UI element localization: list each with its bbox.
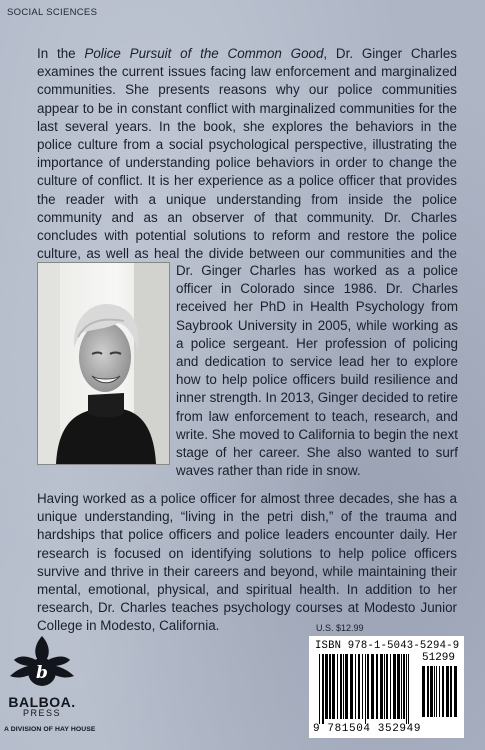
category-label: SOCIAL SCIENCES <box>7 7 98 18</box>
publisher-name: BALBOA. <box>8 694 76 710</box>
barcode-bar <box>406 654 407 724</box>
barcode-bar <box>390 654 391 719</box>
main-barcode <box>319 654 414 724</box>
barcode-bar <box>343 654 344 719</box>
barcode-bar <box>365 654 366 724</box>
author-closing: Having worked as a police officer for almost three decades, she has a unique understanding, “living in the petri dish,” of the trauma and hardships that police officers and police leaders encounter daily. Her research is focused on identifying solutions to help police officers survive and thrive in their careers and beyond, while maintaining their mental, emotional, physical, and spiritual health. In addition to her research, Dr. Charles teaches psychology courses at Modesto Junior College in Modesto, California. <box>37 491 457 634</box>
barcode-bar <box>325 654 328 719</box>
barcode-bar <box>337 654 338 719</box>
barcode-bar <box>322 654 324 724</box>
barcode-bar <box>442 666 444 717</box>
barcode-bar <box>434 666 435 717</box>
book-description <box>37 45 457 282</box>
author-photo <box>37 262 170 465</box>
barcode-bar <box>355 654 356 719</box>
isbn-label: ISBN 978-1-5043-5294-9 <box>315 640 460 652</box>
barcode-bar <box>408 654 409 724</box>
publisher-sub: PRESS <box>22 708 61 718</box>
barcode-bar <box>345 654 348 719</box>
barcode-bar <box>430 666 433 717</box>
barcode-bar <box>454 666 457 717</box>
barcode-bar <box>358 654 360 719</box>
barcode-bar <box>329 654 331 719</box>
barcode-bar <box>350 654 353 719</box>
description-body: , Dr. Ginger Charles examines the current issues facing law enforcement and marginalized communities. She presents reasons why our police communities appear to be in constant conflict with marginalized communities for the last several years. In the book, she explores the behaviors in the police culture from a social psychological perspective, illustrating the importance of understanding police behaviors in order to change the culture of conflict. It is her experience as a police officer that provides the reader with a unique understanding from inside the police community and as an observer of that community. Dr. Charles concludes with potential solutions to reform and restore the police culture, as well as heal the divide between our communities and the <box>37 46 457 262</box>
logo-letter: b <box>36 663 48 683</box>
barcode-bar <box>436 666 437 717</box>
publisher-division: A DIVISION OF HAY HOUSE <box>4 726 96 733</box>
barcode-bar <box>362 654 363 719</box>
balboa-lotus-logo-icon <box>6 634 78 694</box>
barcode-bar <box>340 654 342 719</box>
author-bio: Dr. Ginger Charles has worked as a police officer in Colorado since 1986. Dr. Charles received her PhD in Health Psychology from Saybrook University in 2005, while working as a police sergeant. Her profession of policing and dedication to service lead her to explore how to help police officers build resilience and inner strength. In 2013, Ginger decided to retire from law enforcement to teach, research, and write. She moved to California to begin the next stage of her career. She also wanted to surf waves rather than ride in snow. <box>176 263 458 479</box>
barcode-bar <box>332 654 335 719</box>
price-label: U.S. $12.99 <box>316 623 364 633</box>
addon-barcode <box>422 666 458 722</box>
barcode-bar <box>439 666 440 717</box>
barcode-bar <box>376 654 378 719</box>
description-intro: In the <box>37 46 85 61</box>
barcode-bar <box>427 666 429 717</box>
barcode-bar <box>367 654 369 719</box>
barcode-bar <box>384 654 385 719</box>
barcode-bar <box>401 654 402 719</box>
barcode-digits: 9 781504 352949 <box>313 723 422 735</box>
barcode-bar <box>403 654 405 719</box>
barcode-bar <box>386 654 388 719</box>
addon-code: 51299 <box>422 652 456 664</box>
book-title: Police Pursuit of the Common Good <box>84 46 324 61</box>
barcode-bar <box>371 654 374 719</box>
barcode-bar <box>319 654 320 724</box>
barcode-bar <box>393 654 396 719</box>
isbn-barcode <box>309 636 464 738</box>
barcode-bar <box>397 654 400 719</box>
barcode-bar <box>380 654 383 719</box>
barcode-bar <box>450 666 452 717</box>
barcode-bar <box>422 666 425 717</box>
barcode-bar <box>446 666 449 717</box>
